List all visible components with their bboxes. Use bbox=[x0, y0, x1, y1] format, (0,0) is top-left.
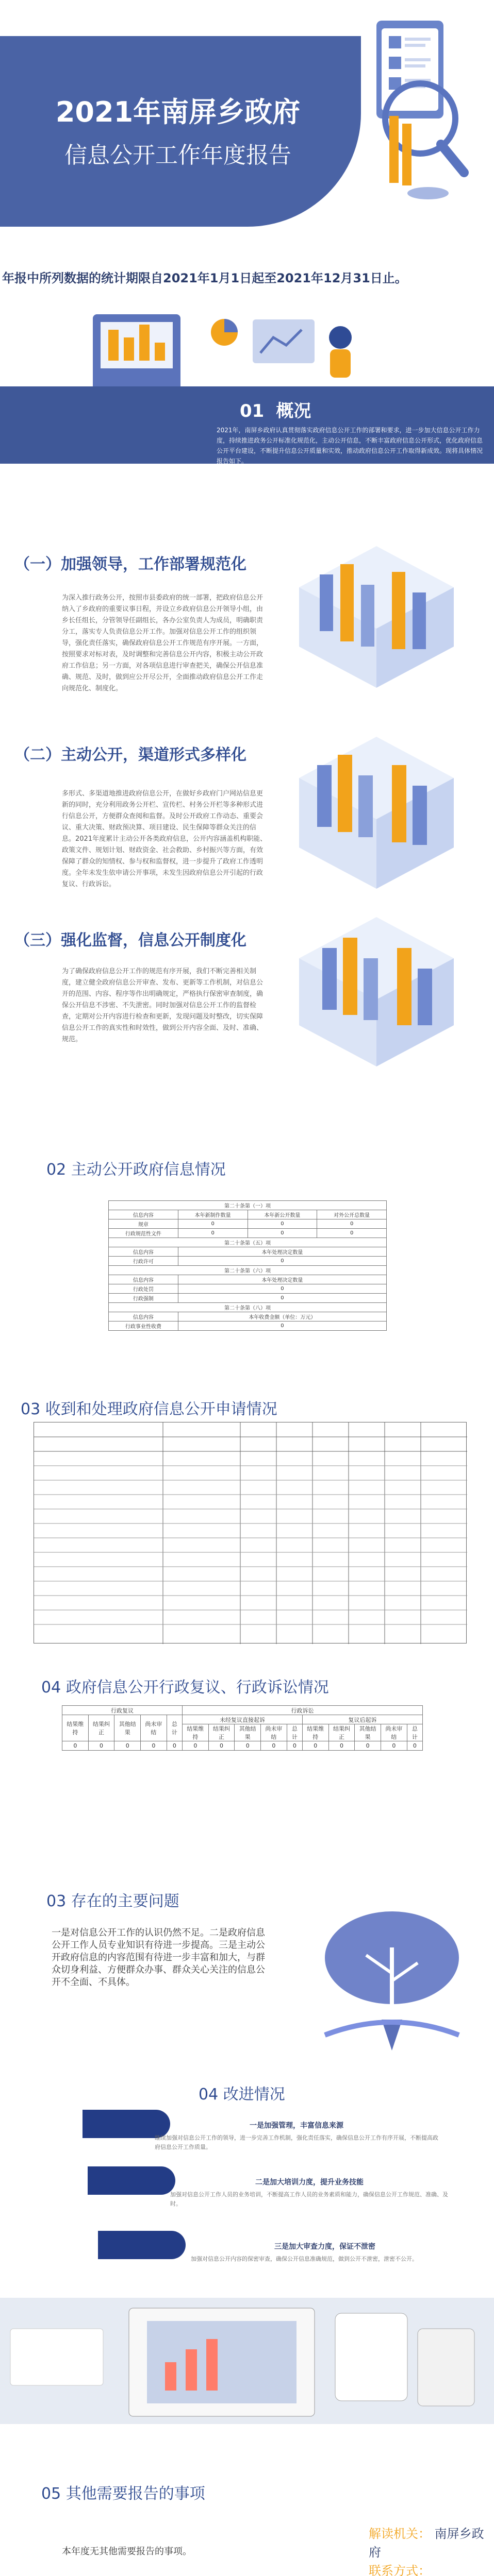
table-cell: 信息内容 bbox=[109, 1210, 178, 1219]
hero-background-shape bbox=[0, 36, 361, 227]
contact-org-row bbox=[369, 2524, 487, 2562]
table-header-cell: 尚未审结 bbox=[261, 1724, 287, 1741]
pencil-tree-icon bbox=[304, 1906, 480, 2071]
issues-heading bbox=[46, 1888, 304, 1911]
table-cell: 0 bbox=[248, 1219, 317, 1229]
table-value-cell: 0 bbox=[182, 1741, 208, 1751]
contact-org: 南屏乡政府 bbox=[369, 2527, 484, 2560]
improvement-item-2 bbox=[170, 2177, 449, 2209]
table-cell: 本年处理决定数量 bbox=[178, 1247, 386, 1257]
hero-subtitle: 信息公开工作年度报告 bbox=[64, 142, 291, 168]
section2-title: （二）主动公开，渠道形式多样化 bbox=[14, 746, 246, 764]
improvement-arrow-3 bbox=[98, 2231, 186, 2259]
disclosure-table bbox=[108, 1200, 387, 1331]
improvement-item-3-text: 加强对信息公开内容的保密审查，确保公开信息准确规范，做到公开不泄密，泄密不公开。 bbox=[191, 2256, 418, 2262]
bar-chart-3d-icon bbox=[278, 546, 474, 690]
table-header-cell: 结果维持 bbox=[302, 1724, 328, 1741]
table-cell: 本年处理决定数量 bbox=[178, 1275, 386, 1284]
proactive-disclosure-table bbox=[108, 1200, 387, 1331]
table-cell: 0 bbox=[178, 1284, 386, 1294]
table-row bbox=[109, 1266, 387, 1275]
table-cell: 对外公开总数量 bbox=[317, 1210, 387, 1219]
contact-phone-row bbox=[369, 2562, 487, 2576]
office-blocks-icon bbox=[278, 732, 474, 896]
table-header-cell: 尚未审结 bbox=[381, 1724, 407, 1741]
hero-illustration bbox=[356, 8, 474, 209]
table-header-cell: 结果纠正 bbox=[208, 1724, 235, 1741]
contact-phone-label: 联系方式： bbox=[369, 2564, 431, 2576]
issues-title: 03 存在的主要问题 bbox=[46, 1892, 179, 1910]
section1-illustration bbox=[278, 546, 474, 690]
table-header-cell: 其他结果 bbox=[235, 1724, 261, 1741]
table-cell: 行政处罚 bbox=[109, 1284, 178, 1294]
office-photo bbox=[0, 2298, 494, 2424]
table-cell: 行政规范性文件 bbox=[109, 1229, 178, 1238]
table-row bbox=[109, 1275, 387, 1284]
other-matters-text: 本年度无其他需要报告的事项。 bbox=[62, 2546, 192, 2557]
overview-illustration bbox=[21, 309, 485, 397]
table-value-cell: 0 bbox=[328, 1741, 355, 1751]
table-cell: 0 bbox=[248, 1229, 317, 1238]
table-cell: 行政强制 bbox=[109, 1294, 178, 1303]
table-row bbox=[109, 1201, 387, 1210]
section3-heading bbox=[14, 927, 293, 950]
other-matters-title: 05 其他需要报告的事项 bbox=[41, 2485, 205, 2503]
improvement-item-2-title: 二是加大培训力度，提升业务技能 bbox=[255, 2178, 364, 2187]
table-cell: 0 bbox=[178, 1219, 248, 1229]
contact-org-label: 解读机关： bbox=[369, 2527, 431, 2541]
table-value-cell: 0 bbox=[287, 1741, 302, 1751]
table-row bbox=[109, 1238, 387, 1247]
section3-text: 为了确保政府信息公开工作的规范有序开展，我们不断完善相关制度，建立健全政府信息公开审查、发布、更新等工作机制，对信息公开的范围、内容、程序等作出明确规定，严格执行保密审查制度，确保公开信息不涉密、不失泄密。同时加强对信息公开工作的监督检查，定期对公开内容进行检查和更新，发现问题及时整改，切实保障信息公开工作的真实性和时效性，做到公开内容全面、及时、准确、规范。 bbox=[62, 968, 264, 1043]
table-row bbox=[109, 1284, 387, 1294]
table-value-cell: 0 bbox=[88, 1741, 114, 1751]
overview-title: 概况 bbox=[276, 401, 311, 421]
table-cell: 0 bbox=[317, 1229, 387, 1238]
table-cell: 第二十条第（八）项 bbox=[109, 1303, 387, 1312]
table-cell: 第二十条第（六）项 bbox=[109, 1266, 387, 1275]
table-row bbox=[109, 1312, 387, 1321]
table-row bbox=[109, 1219, 387, 1229]
document-clipboard-icon bbox=[356, 8, 474, 209]
table-value-cell: 0 bbox=[235, 1741, 261, 1751]
table-value-cell: 0 bbox=[381, 1741, 407, 1751]
improvement-item-1-text: 继续加强对信息公开工作的领导，进一步完善工作机制，强化责任落实，确保信息公开工作有序开展，不断提高政府信息公开工作质量。 bbox=[155, 2134, 438, 2150]
improvement-item-3-title: 三是加大审查力度，保证不泄密 bbox=[274, 2243, 375, 2251]
contact-info bbox=[369, 2524, 487, 2576]
section03-title: 03 收到和处理政府信息公开申请情况 bbox=[21, 1400, 277, 1418]
overview-text: 2021年，南屏乡政府认真贯彻落实政府信息公开工作的部署和要求，进一步加大信息公开工作力度，持续推进政务公开标准化规范化，主动公开信息，不断丰富政府信息公开形式，优化政府信息公开平台建设，不断提升信息公开质量和实效，推动政府信息公开工作取得新成效。现将具体情况报告如下。 bbox=[217, 427, 483, 465]
table-cell: 第二十条第（一）项 bbox=[109, 1201, 387, 1210]
table-cell: 行政事业性收费 bbox=[109, 1321, 178, 1331]
hero-title: 2021年南屏乡政府 bbox=[55, 96, 301, 128]
table-cell: 0 bbox=[178, 1229, 248, 1238]
application-table bbox=[34, 1422, 467, 1643]
table-cell: 信息内容 bbox=[109, 1275, 178, 1284]
table-header-cell: 总计 bbox=[287, 1724, 302, 1741]
table-cell: 0 bbox=[178, 1294, 386, 1303]
table-header-cell: 结果维持 bbox=[182, 1724, 208, 1741]
issues-text: 一是对信息公开工作的认识仍然不足。二是政府信息公开工作人员专业知识有待进一步提高。三是主动公开政府信息的内容范围有待进一步丰富和加大，与群众切身利益、方便群众办事、群众关心关注的信息公开不全面、不具体。 bbox=[52, 1927, 265, 1988]
table-cell: 信息内容 bbox=[109, 1312, 178, 1321]
application-table-grid bbox=[34, 1422, 467, 1644]
section04-heading bbox=[41, 1674, 464, 1697]
improvement-title: 04 改进情况 bbox=[199, 2086, 285, 2104]
table-header-cell: 总计 bbox=[407, 1724, 422, 1741]
improvement-item-3 bbox=[191, 2241, 459, 2264]
data-center-icon bbox=[278, 912, 474, 1072]
table-row bbox=[109, 1210, 387, 1219]
table-row bbox=[109, 1257, 387, 1266]
improvement-heading bbox=[199, 2081, 353, 2104]
table-row bbox=[109, 1303, 387, 1312]
table-cell: 行政许可 bbox=[109, 1257, 178, 1266]
litigation-header: 行政诉讼 bbox=[182, 1706, 422, 1715]
table-value-cell: 0 bbox=[355, 1741, 381, 1751]
analytics-illustration-icon bbox=[21, 309, 485, 397]
improvement-item-1-title: 一是加强管理，丰富信息来源 bbox=[250, 2122, 343, 2130]
table-header-cell: 其他结果 bbox=[355, 1724, 381, 1741]
table-value-cell: 0 bbox=[114, 1741, 141, 1751]
overview-heading bbox=[240, 397, 343, 422]
statistics-notice: 年报中所列数据的统计期限自2021年1月1日起至2021年12月31日止。 bbox=[2, 271, 407, 285]
table-row bbox=[109, 1229, 387, 1238]
improvement-item-1 bbox=[155, 2120, 438, 2152]
table-cell: 0 bbox=[178, 1257, 386, 1266]
section2-illustration bbox=[278, 732, 474, 896]
table-cell: 0 bbox=[317, 1219, 387, 1229]
section3-title: （三）强化监督，信息公开制度化 bbox=[14, 931, 246, 950]
overview-number: 01 bbox=[240, 401, 265, 421]
section03-heading bbox=[21, 1396, 433, 1419]
table-cell: 信息内容 bbox=[109, 1247, 178, 1257]
section1-title: （一）加强领导，工作部署规范化 bbox=[14, 555, 246, 573]
table-cell: 0 bbox=[178, 1321, 386, 1331]
improvement-item-2-text: 加强对信息公开工作人员的业务培训，不断提高工作人员的业务素质和能力，确保信息公开工作规范、准确、及时。 bbox=[170, 2191, 448, 2207]
section2-text: 多形式、多渠道地推进政府信息公开，在做好乡政府门户网站信息更新的同时，充分利用政务公开栏、宣传栏、村务公开栏等多种形式进行信息公开，方便群众查阅和监督。及时公开政府工作动态、重要会议、重大决策、财政预决算、项目建设、民生保障等群众关注的信息。2021年度累计主动公开各类政府信息，公开内容涵盖机构职能、政策文件、规划计划、财政资金、社会救助、乡村振兴等方面，有效保障了群众的知情权、参与权和监督权，进一步提升了政府工作透明度。全年未发生依申请公开事项，未发生因政府信息公开引起的行政复议、行政诉讼。 bbox=[62, 790, 267, 888]
review-table: 行政复议 行政诉讼 结果维持 结果纠正 其他结果 尚未审结 总计 未经复议直接起诉 复议后起诉 结果维持 结果纠正 其他结果 尚未审结 总计 结果维持 结果纠正 其他结果 尚未审结 总计 0 0 0 0 0 0 0 0 0 0 0 0 0 0 0 bbox=[62, 1705, 423, 1751]
table-cell: 本年收费金额（单位：万元） bbox=[178, 1312, 386, 1321]
table-cell: 规章 bbox=[109, 1219, 178, 1229]
section02-title: 02 主动公开政府信息情况 bbox=[46, 1161, 226, 1179]
table-value-cell: 0 bbox=[167, 1741, 182, 1751]
section1-heading bbox=[14, 551, 293, 574]
improvement-arrow-2 bbox=[88, 2166, 175, 2195]
table-value-cell: 0 bbox=[302, 1741, 328, 1751]
table-cell: 第二十条第（五）项 bbox=[109, 1238, 387, 1247]
table-cell: 本年新制作数量 bbox=[178, 1210, 248, 1219]
table-value-cell: 0 bbox=[261, 1741, 287, 1751]
section2-heading bbox=[14, 742, 293, 765]
table-row bbox=[109, 1294, 387, 1303]
table-header-cell: 结果纠正 bbox=[328, 1724, 355, 1741]
table-value-cell: 0 bbox=[407, 1741, 422, 1751]
section02-heading bbox=[46, 1157, 407, 1179]
section04-title: 04 政府信息公开行政复议、行政诉讼情况 bbox=[41, 1679, 329, 1697]
desk-photo-icon bbox=[0, 2298, 494, 2424]
table-cell: 本年新公开数量 bbox=[248, 1210, 317, 1219]
section3-illustration bbox=[278, 912, 474, 1072]
table-value-cell: 0 bbox=[62, 1741, 89, 1751]
table-value-cell: 0 bbox=[141, 1741, 167, 1751]
table-value-cell: 0 bbox=[208, 1741, 235, 1751]
tree-illustration bbox=[304, 1906, 480, 2071]
section1-text: 为深入推行政务公开，按照市县委政府的统一部署，把政府信息公开纳入了乡政府的重要议事日程，并设立乡政府信息公开领导小组，由乡长任组长，分管领导任副组长，各办公室负责人为成员，明确职责分工，落实专人负责信息公开工作。加强对信息公开工作的组织领导，强化责任落实，确保政府信息公开工作规范有序开展。一方面，按照要求对标对表，及时调整和完善信息公开内容，积极主动公开政府工作信息；另一方面，对各项信息进行审查把关，确保公开信息准确、规范、及时，做到应公开尽公开，全面推动政府信息公开工作走向规范化、制度化。 bbox=[62, 594, 264, 692]
review-litigation-table bbox=[62, 1705, 423, 1751]
other-matters-heading bbox=[41, 2481, 309, 2503]
table-row bbox=[109, 1321, 387, 1331]
table-row bbox=[109, 1247, 387, 1257]
review-header: 行政复议 bbox=[62, 1706, 183, 1715]
